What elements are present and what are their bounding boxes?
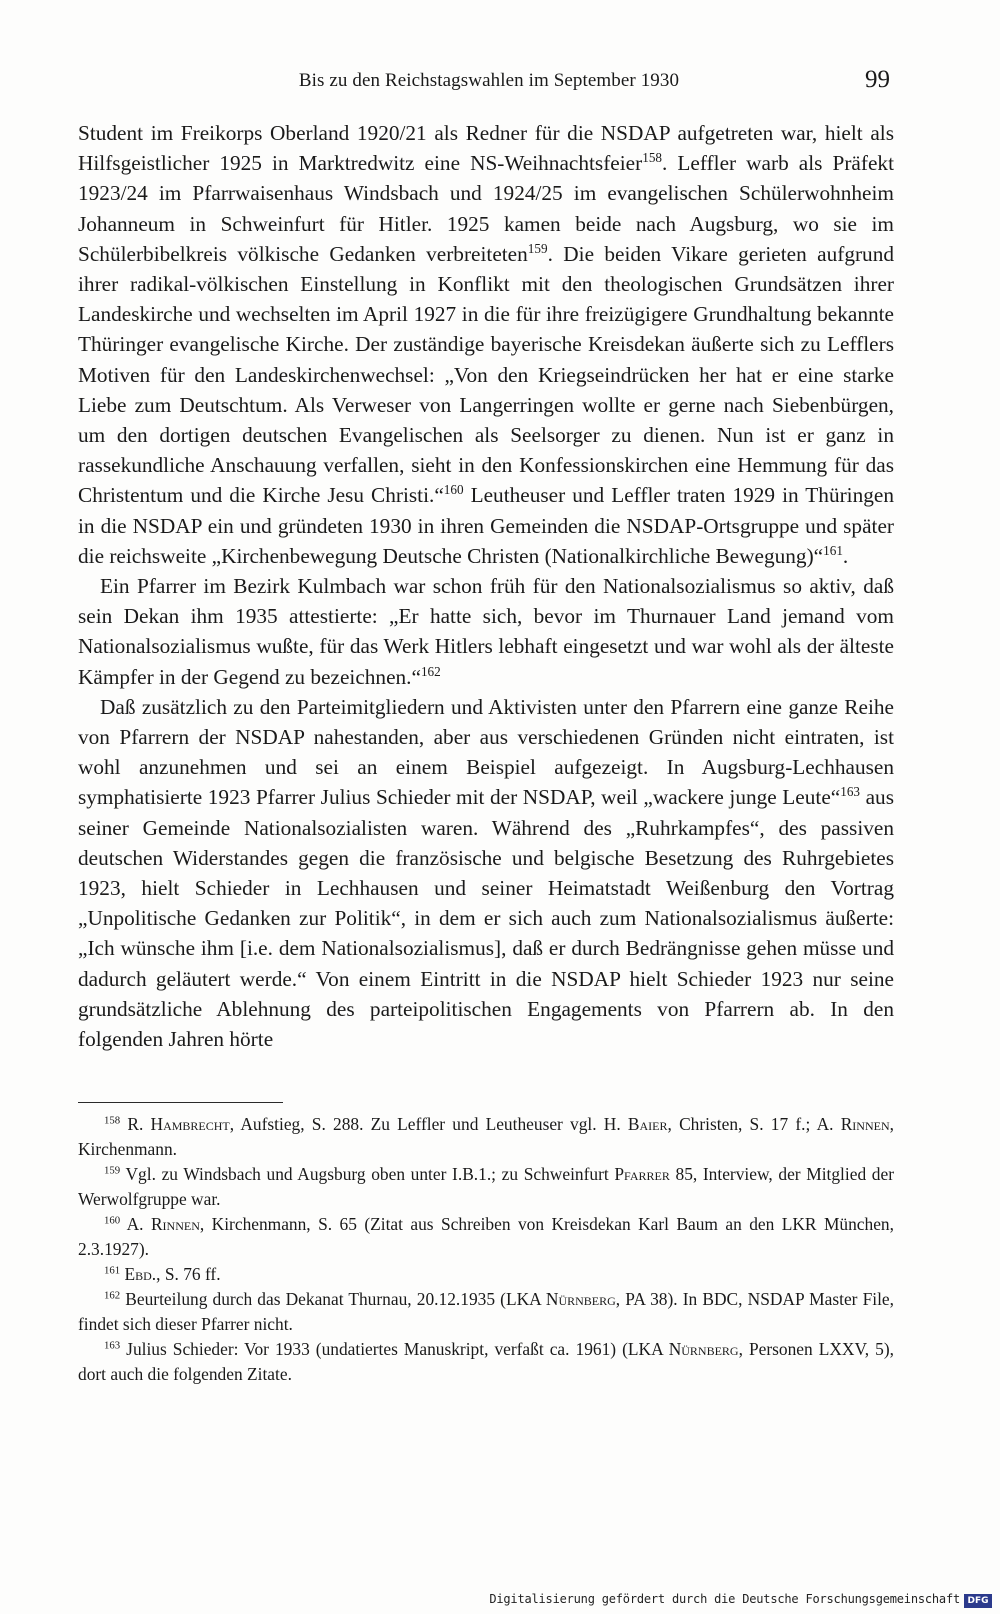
footnote-reference: 163 [104,1339,121,1352]
text-run: , Kirchenmann. [78,1114,894,1159]
footnote-reference: 158 [642,150,663,166]
footnote [78,1112,894,1162]
text-run: , PA 38). In BDC, NSDAP Master File, findet sich dieser Pfarrer nicht. [78,1289,894,1334]
paragraph [78,118,894,571]
footnote [78,1162,894,1212]
dfg-logo: DFG [964,1594,992,1608]
footnote [78,1212,894,1262]
footnote-reference: 159 [104,1164,121,1177]
text-run: , Christen, S. 17 f.; A. [667,1114,841,1134]
footnote-separator [78,1102,283,1103]
footnote-reference: 162 [420,663,441,679]
footnote-reference: 163 [840,784,861,800]
text-run: 85, Interview, der Mitglied der Werwolfgruppe war. [78,1164,894,1209]
author-name: Hambrecht [150,1114,230,1134]
footnote [78,1337,894,1387]
text-run: aus seiner Gemeinde Nationalsozialisten waren. Während des „Ruhrkampfes“, des passiven deutschen Widerstandes gegen die französische und belgische Besetzung des Ruhrgebietes 1923, hielt Schieder in Lechhausen und seiner Heimatstadt Weißenburg den Vortrag „Unpolitische Gedanken zur Politik“, in dem er sich auch zum Nationalsozialismus äußerte: „Ich wünsche ihm [i.e. dem Nationalsozialismus], daß er durch Bedrängnisse gehen müsse und dadurch geläutert werde.“ Von einem Eintritt in die NSDAP hielt Schieder 1923 nur seine grundsätzliche Ablehnung des parteipolitischen Engagements von Pfarrern ab. In den folgenden Jahren hörte [78,785,894,1052]
text-run: Beurteilung durch das Dekanat Thurnau, 20.12.1935 (LKA [120,1289,546,1309]
author-name: Ebd. [124,1264,157,1284]
text-run: , Aufstieg, S. 288. Zu Leffler und Leutheuser vgl. H. [229,1114,628,1134]
running-head [78,66,900,98]
footnote [78,1287,894,1337]
running-title: Bis zu den Reichstagswahlen im September 1930 [298,70,680,91]
text-run: , Personen LXXV, 5), dort auch die folgenden Zitate. [78,1339,894,1384]
text-run: . Die beiden Vikare gerieten aufgrund ihrer radikal-völkischen Einstellung in Konflikt mit den theologischen Grundsätzen ihrer Landeskirche und wechselten im April 1927 in die für ihre freizügigere Grundhaltung bekannte Thüringer evangelische Kirche. Der zuständige bayerische Kreisdekan äußerte sich zu Lefflers Motiven für den Landeskirchenwechsel: „Von den Kriegseindrücken her hat er eine starke Liebe zum Deutschtum. Als Verweser von Langerringen wollte er gerne nach Siebenbürgen, um den dortigen deutschen Evangelischen als Seelsorger zu dienen. Nun ist er ganz in rassekundliche Anschauung verfallen, sieht in den Konfessionskirchen eine Hemmung für das Christentum und die Kirche Jesu Christi.“ [78,241,895,508]
text-run: Ein Pfarrer im Bezirk Kulmbach war schon früh für den Nationalsozialismus so aktiv, daß sein Dekan ihm 1935 attestierte: „Er hatte sich, bevor im Thurnauer Land jemand vom Nationalsozialismus wußte, für das Werk Hitlers lebhaft eingesetzt und war wohl als der älteste Kämpfer in der Gegend zu bezeichnen.“ [78,574,894,689]
author-name: Pfarrer [614,1164,670,1184]
text-run: . [842,543,849,568]
text-run: . Leffler warb als Präfekt 1923/24 im Pfarrwaisenhaus Windsbach und 1924/25 im evangelischen Schülerwohnheim Johanneum in Schweinfurt für Hitler. 1925 kamen beide nach Augsburg, wo sie im Schülerbibelkreis völkische Gedanken verbreiteten [78,151,894,266]
paragraph [78,692,894,1054]
footnote-reference: 161 [823,542,843,558]
main-text [78,118,894,1054]
text-run: , S. 76 ff. [156,1264,221,1284]
footnote-reference: 159 [527,240,548,256]
text-run: Leutheuser und Leffler traten 1929 in Thüringen in die NSDAP ein und gründeten 1930 in ihren Gemeinden die NSDAP-Ortsgruppe und später die reichsweite „Kirchenbewegung Deutsche Christen (Nationalkirchliche Bewegung)“ [78,483,894,568]
footnote [78,1262,894,1287]
footnote-reference: 161 [104,1264,121,1277]
text-run: Julius Schieder: Vor 1933 (undatiertes Manuskript, verfaßt ca. 1961) (LKA [120,1339,669,1359]
author-name: Rinnen [150,1214,200,1234]
footnote-reference: 160 [443,482,464,498]
paragraph [78,571,894,692]
footnote-reference: 158 [104,1114,121,1127]
author-name: Rinnen [840,1114,890,1134]
text-run: , Kirchenmann, S. 65 (Zitat aus Schreiben von Kreisdekan Karl Baum an den LKR München, 2.3.1927). [78,1214,894,1259]
page-number: 99 [865,66,890,93]
author-name: Baier [627,1114,668,1134]
digitization-note: Digitalisierung gefördert durch die Deutsche Forschungsgemeinschaft [489,1592,960,1606]
footnote-reference: 160 [104,1214,121,1227]
footnote-reference: 162 [104,1289,121,1302]
text-run: Daß zusätzlich zu den Parteimitgliedern und Aktivisten unter den Pfarrern eine ganze Reihe von Pfarrern der NSDAP nahestanden, aber aus verschiedenen Gründen nicht eintraten, ist wohl anzunehmen und sei an einem Beispiel aufgezeigt. In Augsburg-Lechhausen symphatisierte 1923 Pfarrer Julius Schieder mit der NSDAP, weil „wackere junge Leute“ [78,694,894,810]
author-name: Nürnberg [668,1339,739,1359]
footnotes [78,1112,894,1387]
text-run: Student im Freikorps Oberland 1920/21 als Redner für die NSDAP aufgetreten war, hielt als Hilfsgeistlicher 1925 in Marktredwitz eine NS-Weihnachtsfeier [78,121,894,176]
author-name: Nürnberg [545,1289,616,1309]
digitization-footer [0,1586,1000,1614]
text-run: A. [120,1214,151,1234]
text-run: R. [120,1114,151,1134]
text-run: Vgl. zu Windsbach und Augsburg oben unter I.B.1.; zu Schweinfurt [120,1164,615,1184]
